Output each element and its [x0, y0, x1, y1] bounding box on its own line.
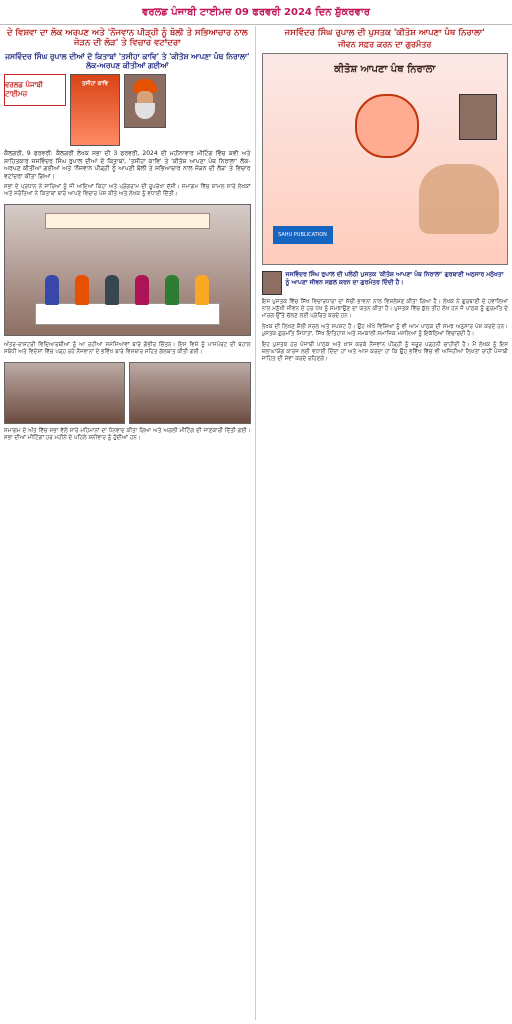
cover-title: ਕੀਤੋਸ਼ ਆਪਣਾ ਪੰਥ ਨਿਰਾਲਾ: [334, 64, 436, 75]
left-body-3: ਸਮਾਗਮ ਦੇ ਅੰਤ ਵਿੱਚ ਸਭਾ ਵੱਲੋਂ ਸਾਰੇ ਮਹਿਮਾਨਾਂ ਦਾ ਧੰਨਵਾਦ ਕੀਤਾ ਗਿਆ ਅਤੇ ਅਗਲੀ ਮੀਟਿੰਗ ਦੀ ਜਾਣਕਾਰੀ ਦਿੱਤੀ ਗਈ। ਸਭਾ ਦੀਆਂ ਮੀਟਿੰਗਾਂ ਹਰ ਮਹੀਨੇ ਦੇ ਪਹਿਲੇ ਸ਼ਨੀਵਾਰ ਨੂੰ ਹੁੰਦੀਆਂ ਹਨ।: [4, 428, 251, 441]
book-cover-image: [70, 74, 120, 146]
left-dateline: ਕੈਲਗਰੀ, 9 ਫਰਵਰੀ: ਕੈਲਗਰੀ ਲੇਖਕ ਸਭਾ ਦੀ 3 ਫਰਵਰੀ, 2024 ਦੀ ਮਹੀਨਾਵਾਰ ਮੀਟਿੰਗ ਵਿੱਚ ਕਵੀ ਅਤੇ ਸਾਹਿਤਕਾਰ ਜਸਵਿੰਦਰ ਸਿੰਘ ਰੁਪਾਲ ਦੀਆਂ ਦੋ ਕਿਤਾਬਾਂ, 'ਤਸੀਹਾ ਕਾਵਿ' ਤੇ 'ਕੀਤੋਸ਼ ਆਪਣਾ ਪੰਥ ਨਿਰਾਲਾ' ਲੋਕ-ਅਰਪਣ ਕੀਤੀਆਂ ਗਈਆਂ ਅਤੇ 'ਨੌਜਵਾਨ ਪੀੜ੍ਹੀ ਨੂੰ ਆਪਣੀ ਬੋਲੀ ਤੇ ਸਭਿਆਚਾਰ ਨਾਲ ਜੋੜਨ ਦੀ ਲੋੜ' ਤੇ ਵਿਚਾਰ ਵਟਾਂਦਰਾ ਕੀਤਾ ਗਿਆ।: [4, 150, 251, 180]
event-photo-small: [129, 362, 250, 424]
right-body-3: ਇਹ ਪੁਸਤਕ ਹਰ ਪੰਜਾਬੀ ਪਾਠਕ ਅਤੇ ਖ਼ਾਸ ਕਰਕੇ ਨੌਜਵਾਨ ਪੀੜ੍ਹੀ ਨੂੰ ਜ਼ਰੂਰ ਪੜ੍ਹਨੀ ਚਾਹੀਦੀ ਹੈ। ਮੈਂ ਲੇਖਕ ਨੂੰ ਇਸ ਸ਼ਲਾਘਾਯੋਗ ਕਾਰਜ ਲਈ ਵਧਾਈ ਦਿੰਦਾ ਹਾਂ ਅਤੇ ਆਸ ਕਰਦਾ ਹਾਂ ਕਿ ਉਹ ਭਵਿੱਖ ਵਿੱਚ ਵੀ ਅਜਿਹੀਆਂ ਲਿਖਤਾਂ ਰਾਹੀਂ ਪੰਜਾਬੀ ਸਾਹਿਤ ਦੀ ਸੇਵਾ ਕਰਦੇ ਰਹਿਣਗੇ।: [261, 342, 508, 362]
right-leadin: ਜਸਵਿੰਦਰ ਸਿੰਘ ਰੁਪਾਲ ਦੀ ਪਲੇਠੀ ਪੁਸਤਕ 'ਕੀਤੋਸ਼ ਆਪਣਾ ਪੰਥ ਨਿਰਾਲਾ' ਗੁਰਬਾਣੀ ਅਨੁਸਾਰ ਮਨੁੱਖਤਾ ਨੂੰ ਆਪਣਾ ਜੀਵਨ ਸਫ਼ਲ ਕਰਨ ਦਾ ਗੁਰਮੰਤਰ ਦਿੰਦੀ ਹੈ।: [285, 271, 504, 286]
person-figure: [105, 275, 119, 305]
right-headline: ਜਸਵਿੰਦਰ ਸਿੰਘ ਰੁਪਾਲ ਦੀ ਪੁਸਤਕ 'ਕੀਤੋਸ਼ ਆਪਣਾ ਪੰਥ ਨਿਰਾਲਾ': [284, 28, 485, 38]
left-body-2: ਅੰਤਰ-ਰਾਸ਼ਟਰੀ ਵਿਦਿਆਰਥੀਆਂ ਨੂੰ ਆ ਰਹੀਆਂ ਸਮੱਸਿਆਵਾਂ ਬਾਰੇ ਗੰਭੀਰ ਚਿੰਤਨ। ਇਸ ਵਿਸ਼ੇ ਨੂੰ ਪਾਸਪੋਰਟ ਦੀ ਬਹਾਲ ਸਬੰਧੀ ਅਤੇ ਵਿਦੇਸ਼ਾਂ ਵਿੱਚ ਪੜ੍ਹ ਰਹੇ ਨੌਜਵਾਨਾਂ ਦੇ ਭਵਿੱਖ ਬਾਰੇ ਵਿਸਥਾਰ ਸਹਿਤ ਗੱਲਬਾਤ ਕੀਤੀ ਗਈ।: [4, 342, 251, 355]
reviewer-photo: [262, 271, 282, 295]
person-figure: [195, 275, 209, 305]
left-small-photos: [4, 362, 251, 424]
book-cover-large: [262, 53, 509, 265]
right-article: [262, 26, 509, 1020]
publisher-name: SAHU PUBLICATION: [278, 232, 327, 238]
publisher-badge: [273, 226, 333, 244]
masthead: [0, 0, 512, 25]
newspaper-logo: [4, 74, 66, 106]
event-photo: [4, 204, 251, 336]
left-photo-row: [4, 74, 251, 146]
beard-shape: [135, 103, 155, 119]
masthead-title: ਵਰਲਡ ਪੰਜਾਬੀ ਟਾਈਮਜ਼ 09 ਫਰਵਰੀ 2024 ਦਿਨ ਸ਼ੁੱਕਰਵਾਰ: [142, 6, 370, 18]
person-figure: [135, 275, 149, 305]
logo-text: ਵਰਲਡ ਪੰਜਾਬੀ ਟਾਈਮਜ਼: [5, 81, 44, 98]
khanda-emblem: [355, 94, 419, 158]
event-banner: [45, 213, 210, 229]
person-figure: [45, 275, 59, 305]
columns: [4, 26, 508, 1020]
left-body-1: ਸਭਾ ਦੇ ਪ੍ਰਧਾਨ ਨੇ ਸਾਰਿਆਂ ਨੂੰ ਜੀ ਆਇਆਂ ਕਿਹਾ ਅਤੇ ਪ੍ਰੋਗਰਾਮ ਦੀ ਰੂਪਰੇਖਾ ਦੱਸੀ। ਸਮਾਗਮ ਵਿੱਚ ਸ਼ਾਮਲ ਸਾਰੇ ਲੇਖਕਾਂ ਅਤੇ ਸਰੋਤਿਆਂ ਨੇ ਕਿਤਾਬਾਂ ਬਾਰੇ ਆਪਣੇ ਵਿਚਾਰ ਪੇਸ਼ ਕੀਤੇ ਅਤੇ ਲੇਖਕ ਨੂੰ ਵਧਾਈ ਦਿੱਤੀ।: [4, 184, 251, 197]
right-subhead: ਜੀਵਨ ਸਫ਼ਰ ਕਰਨ ਦਾ ਗੁਰਮੰਤਰ: [338, 40, 432, 49]
left-article: [4, 26, 256, 1020]
event-photo-small: [4, 362, 125, 424]
right-body-2: ਲੇਖਕ ਦੀ ਲਿਖਣ ਸ਼ੈਲੀ ਸਰਲ ਅਤੇ ਸਪਸ਼ਟ ਹੈ। ਉਹ ਔਖੇ ਵਿਸ਼ਿਆਂ ਨੂੰ ਵੀ ਆਮ ਪਾਠਕ ਦੀ ਸਮਝ ਅਨੁਸਾਰ ਪੇਸ਼ ਕਰਦੇ ਹਨ। ਪੁਸਤਕ ਗੁਰਮਤਿ ਸਿਧਾਂਤਾਂ, ਸਿੱਖ ਇਤਿਹਾਸ ਅਤੇ ਸਮਕਾਲੀ ਸਮਾਜਿਕ ਮਸਲਿਆਂ ਨੂੰ ਇਕੱਠਿਆਂ ਵਿਚਾਰਦੀ ਹੈ।: [261, 324, 508, 337]
right-body-1: ਇਸ ਪੁਸਤਕ ਵਿੱਚ ਸਿੱਖ ਵਿਚਾਰਧਾਰਾ ਦਾ ਸੱਚੀ ਭਾਵਨਾ ਨਾਲ ਵਿਸ਼ਲੇਸ਼ਣ ਕੀਤਾ ਗਿਆ ਹੈ। ਲੇਖਕ ਨੇ ਗੁਰਬਾਣੀ ਦੇ ਹਵਾਲਿਆਂ ਨਾਲ ਮਨੁੱਖੀ ਜੀਵਨ ਦੇ ਹਰ ਪੱਖ ਨੂੰ ਸਮਝਾਉਣ ਦਾ ਯਤਨ ਕੀਤਾ ਹੈ। ਪੁਸਤਕ ਵਿੱਚ ਕੁੱਲ ਤੀਹ ਲੇਖ ਹਨ ਜੋ ਪਾਠਕ ਨੂੰ ਗੁਰਮਤਿ ਦੇ ਮਾਰਗ ਉੱਤੇ ਚੱਲਣ ਲਈ ਪ੍ਰੇਰਿਤ ਕਰਦੇ ਹਨ।: [261, 299, 508, 319]
author-inset-photo: [459, 94, 497, 140]
book-cover-title: ਤਸੀਹਾ ਕਾਵਿ: [81, 81, 109, 87]
person-figure: [165, 275, 179, 305]
person-figure: [75, 275, 89, 305]
author-photo: [124, 74, 166, 128]
event-table: [35, 303, 220, 325]
hand-holding-book: [419, 164, 499, 234]
left-subhead: ਜਸਵਿੰਦਰ ਸਿੰਘ ਰੁਪਾਲ ਦੀਆਂ ਦੋ ਕਿਤਾਬਾਂ 'ਤਸੀਹਾ ਕਾਵਿ' ਤੇ 'ਕੀਤੋਸ਼ ਆਪਣਾ ਪੰਥ ਨਿਰਾਲਾ' ਲੋਕ-ਅਰਪਣ ਕੀਤੀਆਂ ਗਈਆਂ: [5, 52, 250, 70]
right-intro: [262, 271, 509, 295]
left-headline: ਦੇ ਵਿਸ਼ਵਾ ਦਾ ਲੋਕ ਅਰਪਣ ਅਤੇ 'ਨੌਜਵਾਨ ਪੀੜ੍ਹੀ ਨੂੰ ਬੋਲੀ ਤੇ ਸਭਿਆਚਾਰ ਨਾਲ ਜੋੜਨ ਦੀ ਲੋੜ' ਤੇ ਵਿਚਾਰ ਵਟਾਂਦਰਾ: [6, 28, 248, 48]
